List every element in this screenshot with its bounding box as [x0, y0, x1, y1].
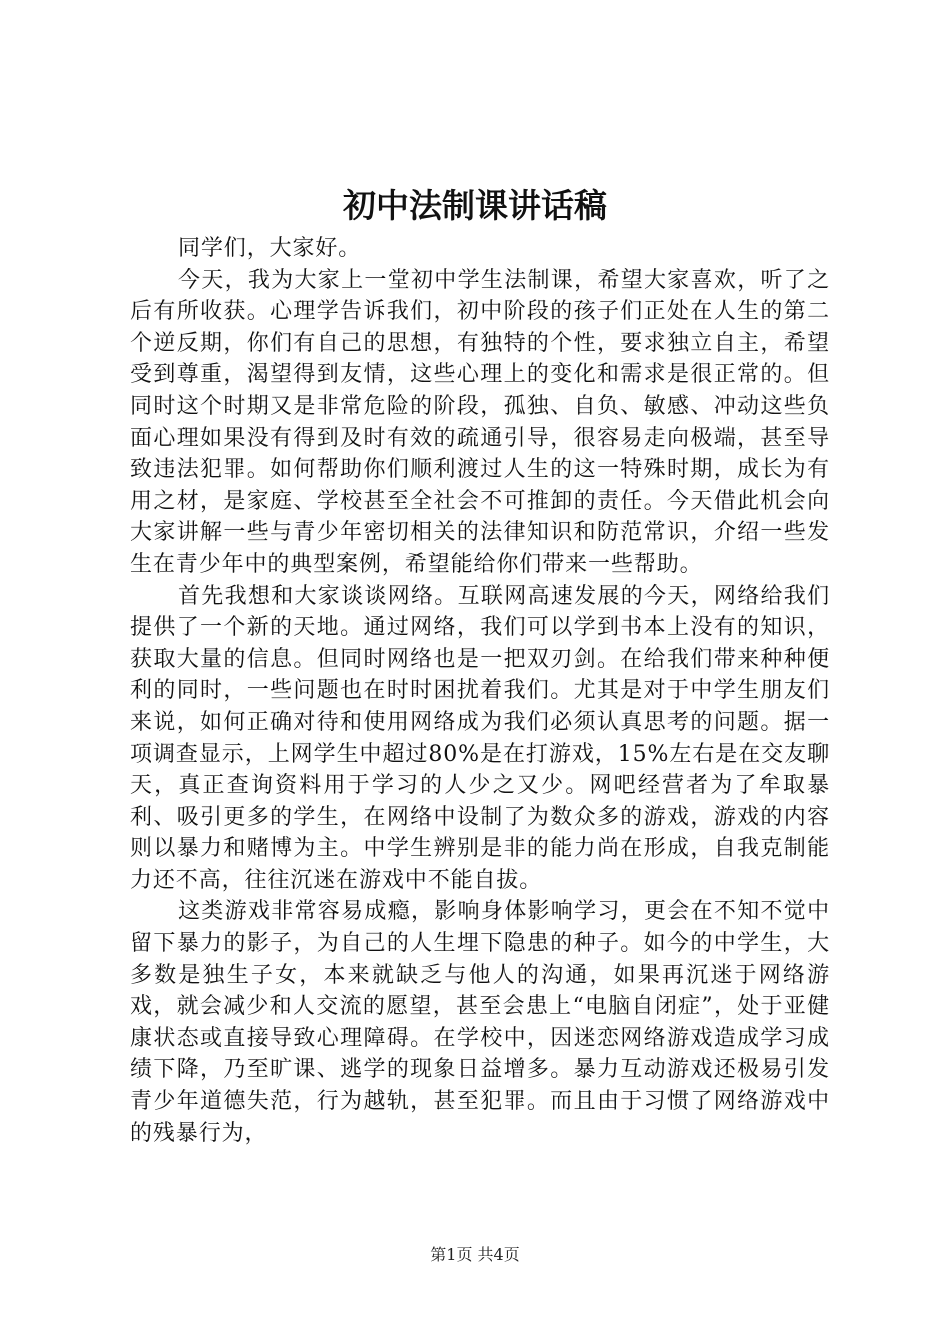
- document-title: 初中法制课讲话稿: [343, 186, 607, 225]
- paragraph-introduction: 今天，我为大家上一堂初中学生法制课，希望大家喜欢，听了之后有所收获。心理学告诉我们，初中阶段的孩子们正处在人生的第二个逆反期，你们有自己的思想，有独特的个性，要求独立自主，希望受到尊重，渴望得到友情，这些心理上的变化和需求是很正常的。但同时这个时期又是非常危险的阶段，孤独、自负、敏感、冲动这些负面心理如果没有得到及时有效的疏通引导，很容易走向极端，甚至导致违法犯罪。如何帮助你们顺利渡过人生的这一特殊时期，成长为有用之材，是家庭、学校甚至全社会不可推卸的责任。今天借此机会向大家讲解一些与青少年密切相关的法律知识和防范常识，介绍一些发生在青少年中的典型案例，希望能给你们带来一些帮助。: [130, 267, 830, 577]
- document-body: [130, 233, 830, 1149]
- paragraph-internet: 首先我想和大家谈谈网络。互联网高速发展的今天，网络给我们提供了一个新的天地。通过网络，我们可以学到书本上没有的知识，获取大量的信息。但同时网络也是一把双刃剑。在给我们带来种种便利的同时，一些问题也在时时困扰着我们。尤其是对于中学生朋友们来说，如何正确对待和使用网络成为我们必须认真思考的问题。据一项调查显示，上网学生中超过80%是在打游戏，15%左右是在交友聊天，真正查询资料用于学习的人少之又少。网吧经营者为了牟取暴利、吸引更多的学生，在网络中设制了为数众多的游戏，游戏的内容则以暴力和赌博为主。中学生辨别是非的能力尚在形成，自我克制能力还不高，往往沉迷在游戏中不能自拔。: [130, 583, 830, 893]
- page-number-footer: 第1页 共4页: [430, 1245, 520, 1264]
- paragraph-greeting: 同学们，大家好。: [178, 236, 362, 261]
- paragraph-game-addiction: 这类游戏非常容易成瘾，影响身体影响学习，更会在不知不觉中留下暴力的影子，为自己的人生埋下隐患的种子。如今的中学生，大多数是独生子女，本来就缺乏与他人的沟通，如果再沉迷于网络游戏，就会减少和人交流的愿望，甚至会患上“电脑自闭症”，处于亚健康状态或直接导致心理障碍。在学校中，因迷恋网络游戏造成学习成绩下降，乃至旷课、逃学的现象日益增多。暴力互动游戏还极易引发青少年道德失范，行为越轨，甚至犯罪。而且由于习惯了网络游戏中的残暴行为，: [130, 899, 830, 1146]
